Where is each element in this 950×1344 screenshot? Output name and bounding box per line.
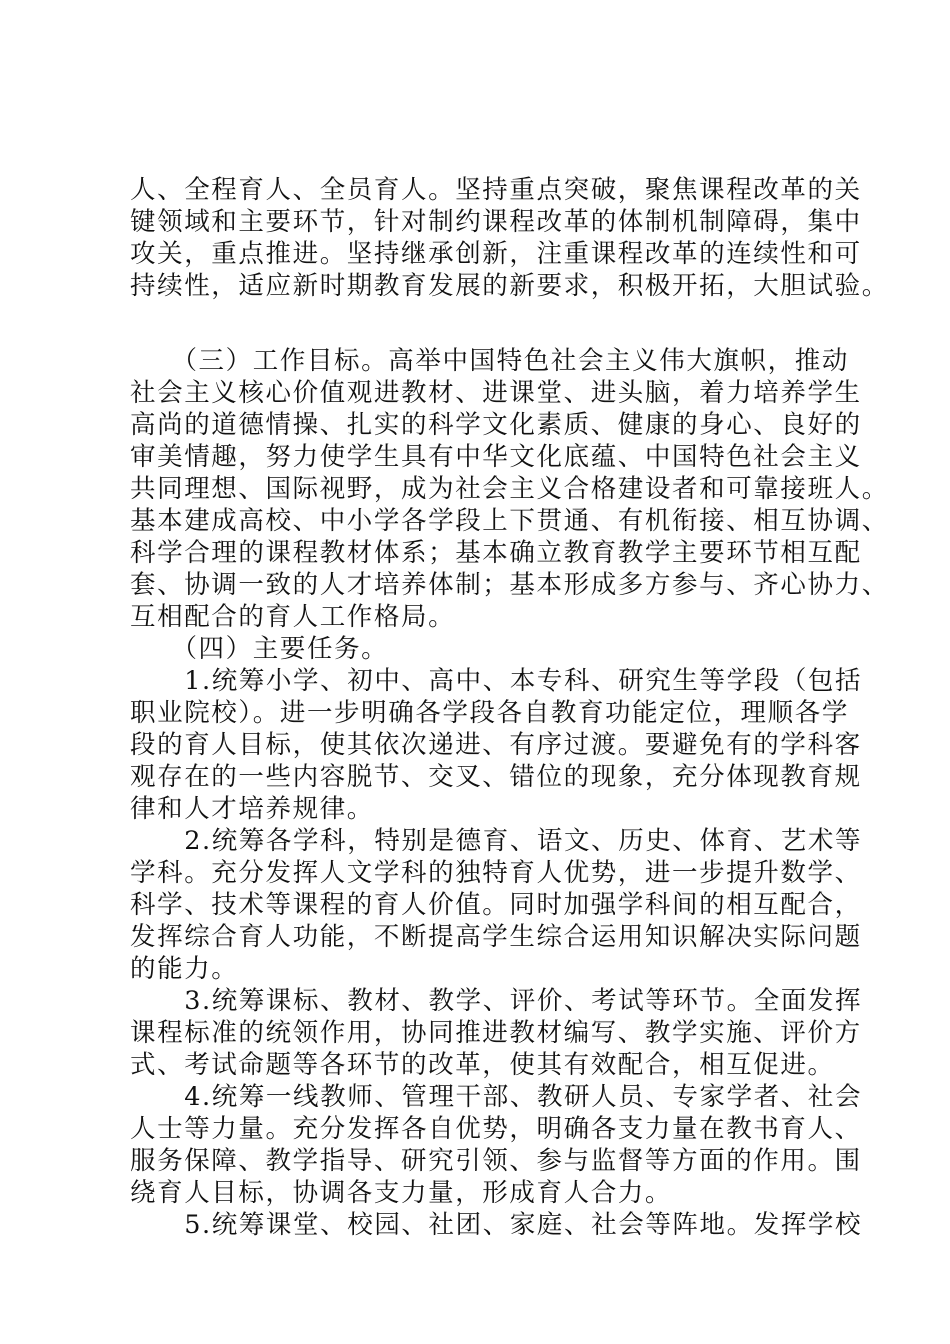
text-line-11: 科学合理的课程教材体系；基本确立教育教学主要环节相互配 <box>130 538 862 568</box>
section-4-heading: （四）主要任务。 <box>130 634 389 664</box>
text-line-6: 社会主义核心价值观进教材、进课堂、进头脑，着力培养学生 <box>130 378 862 408</box>
text-line-12: 套、协调一致的人才培养体制；基本形成多方参与、齐心协力、 <box>130 570 889 600</box>
task-3-line-3: 式、考试命题等各环节的改革，使其有效配合，相互促进。 <box>130 1050 835 1080</box>
text-line-9: 共同理想、国际视野，成为社会主义合格建设者和可靠接班人。 <box>130 474 889 504</box>
text-line-1: 人、全程育人、全员育人。坚持重点突破，聚焦课程改革的关 <box>130 175 862 205</box>
text-line-8: 审美情趣，努力使学生具有中华文化底蕴、中国特色社会主义 <box>130 442 862 472</box>
task-4-line-2: 人士等力量。充分发挥各自优势，明确各支力量在教书育人、 <box>130 1114 862 1144</box>
task-1-line-3: 段的育人目标，使其依次递进、有序过渡。要避免有的学科客 <box>130 730 862 760</box>
task-4-line-3: 服务保障、教学指导、研究引领、参与监督等方面的作用。围 <box>130 1146 862 1176</box>
text-line-10: 基本建成高校、中小学各学段上下贯通、有机衔接、相互协调、 <box>130 506 889 536</box>
task-1-line-4: 观存在的一些内容脱节、交叉、错位的现象，充分体现教育规 <box>130 762 862 792</box>
task-4-line-1: 4.统筹一线教师、管理干部、教研人员、专家学者、社会 <box>130 1082 863 1112</box>
task-1-line-2: 职业院校）。进一步明确各学段各自教育功能定位，理顺各学 <box>130 698 849 728</box>
task-1-line-5: 律和人才培养规律。 <box>130 794 374 824</box>
task-2-line-1: 2.统筹各学科，特别是德育、语文、历史、体育、艺术等 <box>130 826 863 856</box>
text-line-13: 互相配合的育人工作格局。 <box>130 602 456 632</box>
text-line-7: 高尚的道德情操、扎实的科学文化素质、健康的身心、良好的 <box>130 410 862 440</box>
task-5-line-1: 5.统筹课堂、校园、社团、家庭、社会等阵地。发挥学校 <box>130 1210 863 1240</box>
text-line-2: 键领域和主要环节，针对制约课程改革的体制机制障碍，集中 <box>130 207 862 237</box>
task-4-line-4: 绕育人目标，协调各支力量，形成育人合力。 <box>130 1178 673 1208</box>
document-body <box>130 174 889 1241</box>
task-2-line-5: 的能力。 <box>130 954 239 984</box>
task-2-line-4: 发挥综合育人功能，不断提高学生综合运用知识解决实际问题 <box>130 922 862 952</box>
task-1-line-1: 1.统筹小学、初中、高中、本专科、研究生等学段（包括 <box>130 666 863 696</box>
task-3-line-1: 3.统筹课标、教材、教学、评价、考试等环节。全面发挥 <box>130 986 863 1016</box>
text-line-3: 攻关，重点推进。坚持继承创新，注重课程改革的连续性和可 <box>130 239 862 269</box>
paragraph-gap <box>130 302 850 345</box>
task-2-line-2: 学科。充分发挥人文学科的独特育人优势，进一步提升数学、 <box>130 858 862 888</box>
task-2-line-3: 科学、技术等课程的育人价值。同时加强学科间的相互配合， <box>130 890 862 920</box>
text-line-4: 持续性，适应新时期教育发展的新要求，积极开拓，大胆试验。 <box>130 271 889 301</box>
task-3-line-2: 课程标准的统领作用，协同推进教材编写、教学实施、评价方 <box>130 1018 862 1048</box>
section-3-heading-line: （三）工作目标。高举中国特色社会主义伟大旗帜，推动 <box>130 346 849 376</box>
